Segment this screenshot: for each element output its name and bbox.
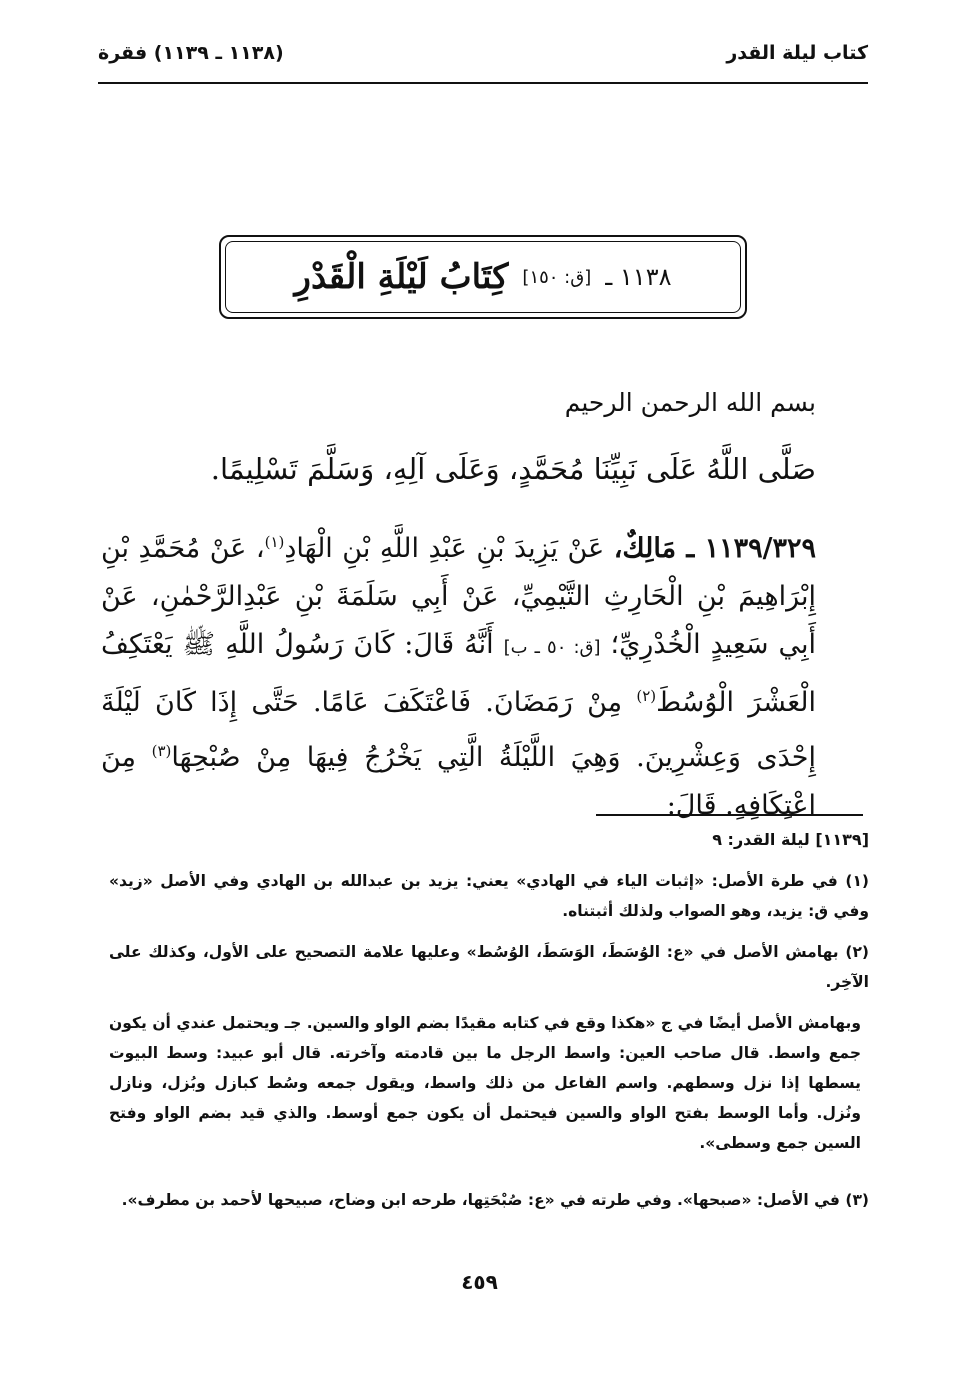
footnote-marker: (١) xyxy=(264,533,285,551)
hadith-text-part: ، عَنْ مُحَمَّدِ بْنِ إِبْرَاهِيمَ بْنِ الْحَارِثِ التَّيْمِيِّ، عَنْ أَبِي سَلَمَةَ بْنِ عَبْدِالرَّحْمٰنِ، عَنْ أَبِي سَعِيدٍ الْخُدْرِيِّ؛ xyxy=(101,533,817,660)
chapter-title: كِتَابُ لَيْلَةِ الْقَدْرِ xyxy=(294,257,509,297)
chapter-title-frame xyxy=(219,235,747,319)
footnote-1: (١) في طرة الأصل: «إثبات الياء في الهادي» يعني: يزيد بن عبدالله بن الهادي وفي الأصل «زيد» وفي ق: يزيد، وهو الصواب ولذلك أثبتناه. xyxy=(109,872,869,920)
chapter-title-inner-frame xyxy=(225,241,741,313)
basmala: بسم الله الرحمن الرحيم xyxy=(564,388,816,417)
footnote-divider xyxy=(596,814,863,816)
hadith-text xyxy=(101,518,816,830)
hadith-text-part: مِنْ رَمَضَانَ. فَاعْتَكَفَ عَامًا. حَتَّى إِذَا كَانَ لَيْلَةَ إِحْدَى وَعِشْرِينَ. وَهِيَ اللَّيْلَةُ الَّتِي يَخْرُجُ فِيهَا مِنْ صُبْحِهَا xyxy=(101,687,816,773)
hadith-text-part: أَنَّهُ قَالَ: كَانَ رَسُولُ اللَّهِ ﷺ يَعْتَكِفُ الْعَشْرَ الْوُسُطَ xyxy=(101,629,817,718)
source-reference: [١١٣٩] ليلة القدر: ٩ xyxy=(712,830,869,849)
running-head-title: كتاب ليلة القدر xyxy=(726,42,868,64)
footnote-2: (٢) بهامش الأصل في «ع: الوُسَطَ، الوَسَطَ، الوُسُط» وعليها علامة التصحيح على الأول، وكذلك على الآخِر. xyxy=(109,943,869,991)
running-head-range: (١١٣٨ ـ ١١٣٩) فقرة xyxy=(98,42,284,64)
page-number: ٤٥٩ xyxy=(461,1270,498,1294)
chapter-number: ١١٣٨ ـ xyxy=(605,263,672,291)
manuscript-ref: [ق: ٥٠ ـ ب] xyxy=(503,637,601,658)
running-head xyxy=(98,38,868,84)
hadith-text-part: مِنَ اعْتِكَافِهِ. قَالَ: xyxy=(101,742,816,821)
hadith-text-part: عَنْ يَزِيدَ بْنِ عَبْدِ اللَّهِ بْنِ الْهَادِ xyxy=(284,533,614,564)
salawat-line: صَلَّى اللَّهُ عَلَى نَبِيِّنَا مُحَمَّدٍ، وَعَلَى آلِهِ، وَسَلَّمَ تَسْلِيمًا. xyxy=(210,452,816,486)
footnote-marker: (٢) xyxy=(636,687,657,705)
footnote-3: (٣) في الأصل: «صبحها». وفي طرته في «ع: صُبْحَتِها، طرحه ابن وضاح، صبيحها لأحمد بن مطرف». xyxy=(121,1191,869,1209)
footnote-marker: (٣) xyxy=(151,742,172,760)
footnote-2-continuation: وبهامش الأصل أيضًا في ج «هكذا وقع في كتابه مقيدًا بضم الواو والسين. جـ ويحتمل عندي أن يكون جمع واسط. قال صاحب العين: واسط الرجل ما بين قادمته وآخرته. قال أبو عبيد: وسط البيوت يسطها إذا نزل وسطهم. واسم الفاعل من ذلك واسط، ويقول جمعه وسُط كبازل وبُزل، ونازل ونُزل. وأما الوسط بفتح الواو والسين فيحتمل أن يكون جمع أوسط. والذي قيد بضم الواو وفتح السين جمع وسطى». xyxy=(109,1014,861,1152)
hadith-number-narrator: ١١٣٩/٣٢٩ ـ مَالِكٌ، xyxy=(613,533,816,564)
manuscript-ref: [ق: ١٥٠] xyxy=(522,266,592,288)
